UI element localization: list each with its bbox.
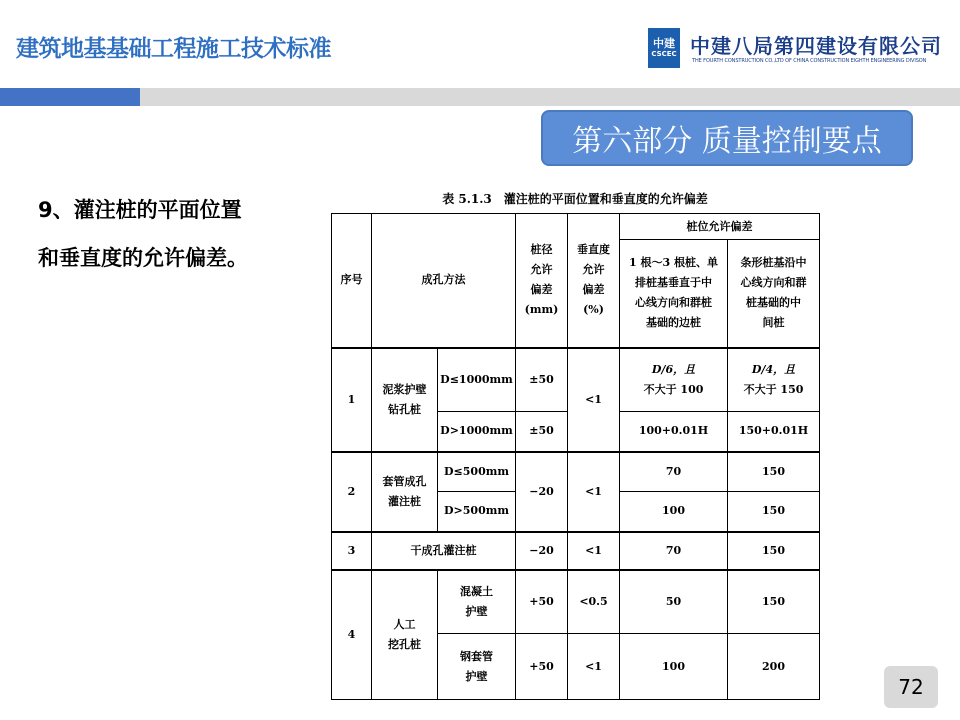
table-row — [332, 532, 820, 570]
row-pos-a: 70 — [620, 452, 728, 492]
row-vertical: <1 — [568, 532, 620, 570]
row-pos-b: 200 — [728, 634, 820, 700]
row-pos-a: 50 — [620, 570, 728, 634]
row-vertical: <1 — [568, 452, 620, 532]
header-seq: 序号 — [332, 214, 372, 348]
deviation-table — [331, 213, 820, 700]
company-name: 中建八局第四建设有限公司 — [690, 34, 942, 58]
point-description-line: 和垂直度的允许偏差。 — [38, 246, 248, 270]
company-logo-icon — [648, 28, 680, 68]
row-pos-b: D/4，且 不大于 150 — [728, 348, 820, 412]
header-method: 成孔方法 — [372, 214, 516, 348]
row-pos-b: 150 — [728, 570, 820, 634]
header-vertical: 垂直度 允许 偏差 (%) — [568, 214, 620, 348]
header-position-group: 桩位允许偏差 — [620, 214, 820, 240]
row-pos-a: 70 — [620, 532, 728, 570]
row-pos-a: 100 — [620, 634, 728, 700]
table-row — [332, 570, 820, 634]
row-diameter: −20 — [516, 532, 568, 570]
header-accent-bar — [0, 88, 140, 106]
point-description — [38, 186, 308, 282]
section-label: 第六部分 质量控制要点 — [541, 110, 913, 166]
page-number: 72 — [884, 666, 938, 708]
row-pos-a: D/6，且 不大于 100 — [620, 348, 728, 412]
row-condition: 钢套管 护壁 — [438, 634, 516, 700]
table-row — [332, 452, 820, 492]
header-divider — [0, 88, 960, 106]
row-diameter: −20 — [516, 452, 568, 532]
company-name-en: THE FOURTH CONSTRUCTION CO.,LTD OF CHINA CONSTRUCTION EIGHTH ENGINEERING DIVISON — [692, 58, 927, 64]
row-method: 套管成孔 灌注桩 — [372, 452, 438, 532]
row-seq: 3 — [332, 532, 372, 570]
row-condition: D>500mm — [438, 492, 516, 532]
header-diameter: 桩径 允许 偏差 (mm) — [516, 214, 568, 348]
row-seq: 1 — [332, 348, 372, 452]
row-pos-b: 150 — [728, 452, 820, 492]
row-condition: D≤1000mm — [438, 348, 516, 412]
row-method: 人工 挖孔桩 — [372, 570, 438, 700]
row-condition: D>1000mm — [438, 412, 516, 452]
row-vertical: <1 — [568, 348, 620, 452]
row-diameter: ±50 — [516, 412, 568, 452]
row-condition: 混凝土 护壁 — [438, 570, 516, 634]
row-pos-b: 150 — [728, 492, 820, 532]
row-vertical: <1 — [568, 634, 620, 700]
row-seq: 4 — [332, 570, 372, 700]
row-diameter: ±50 — [516, 348, 568, 412]
row-condition: D≤500mm — [438, 452, 516, 492]
row-method: 干成孔灌注桩 — [372, 532, 516, 570]
row-vertical: <0.5 — [568, 570, 620, 634]
table-row — [332, 348, 820, 412]
row-diameter: +50 — [516, 634, 568, 700]
header-title: 建筑地基基础工程施工技术标准 — [16, 36, 331, 62]
header-pos-a: 1 根～3 根桩、单 排桩基垂直于中 心线方向和群桩 基础的边桩 — [620, 240, 728, 348]
row-method: 泥浆护壁 钻孔桩 — [372, 348, 438, 452]
logo-text-top: 中建 — [653, 37, 675, 50]
row-pos-b: 150+0.01H — [728, 412, 820, 452]
row-pos-a: 100 — [620, 492, 728, 532]
row-pos-b: 150 — [728, 532, 820, 570]
row-seq: 2 — [332, 452, 372, 532]
logo-text-bottom: CSCEC — [651, 50, 677, 58]
table-caption: 表 5.1.3 灌注桩的平面位置和垂直度的允许偏差 — [442, 192, 708, 206]
point-description-line: 9、灌注桩的平面位置 — [38, 198, 242, 222]
row-diameter: +50 — [516, 570, 568, 634]
header-pos-b: 条形桩基沿中 心线方向和群 桩基础的中 间桩 — [728, 240, 820, 348]
row-pos-a: 100+0.01H — [620, 412, 728, 452]
